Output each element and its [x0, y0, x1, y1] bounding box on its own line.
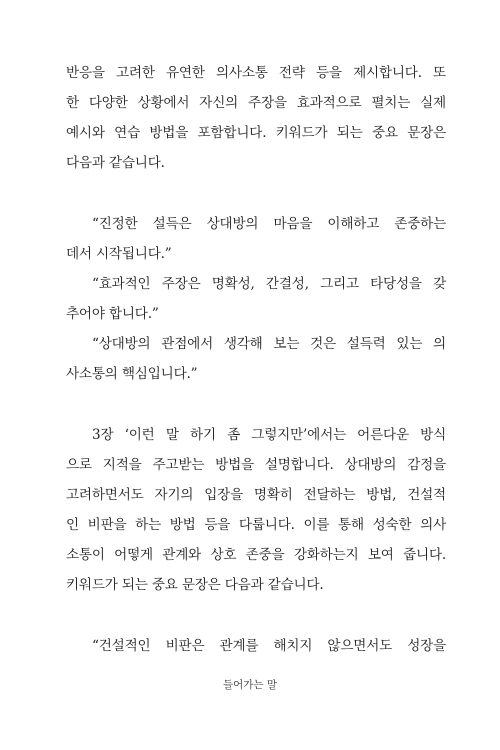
- running-footer: 들어가는 말: [222, 679, 278, 691]
- paragraph: [66, 58, 446, 178]
- text-line: 반응을 고려한 유연한 의사소통 전략 등을 제시합니다. 또: [66, 65, 446, 81]
- quote-block: [66, 209, 446, 389]
- body-text: [66, 58, 446, 661]
- quote-line: 추어야 합니다.”: [66, 306, 159, 322]
- quote-line: 데서 시작됩니다.”: [66, 246, 172, 262]
- quote-line: 사소통의 핵심입니다.”: [66, 366, 198, 382]
- paragraph: [66, 420, 446, 600]
- paragraph-gap: [66, 600, 446, 631]
- text-line: 예시와 연습 방법을 포함합니다. 키워드가 되는 중요 문장은: [66, 125, 446, 141]
- text-line: 다음과 같습니다.: [66, 155, 165, 171]
- text-line: 한 다양한 상황에서 자신의 주장을 효과적으로 펼치는 실제: [66, 95, 446, 111]
- text-line: 인 비판을 하는 방법 등을 다룹니다. 이를 통해 성숙한 의사: [66, 517, 446, 533]
- paragraph-gap: [66, 178, 446, 209]
- text-line: 고려하면서도 자기의 입장을 명확히 전달하는 방법, 건설적: [66, 487, 446, 503]
- text-line: 소통이 어떻게 관계와 상호 존중을 강화하는지 보여 줍니다.: [66, 547, 446, 563]
- quote-line: “건설적인 비판은 관계를 해치지 않으면서도 성장을: [92, 638, 446, 654]
- quote-line: “효과적인 주장은 명확성, 간결성, 그리고 타당성을 갖: [92, 276, 446, 292]
- quote-line: “상대방의 관점에서 생각해 보는 것은 설득력 있는 의: [92, 336, 446, 352]
- paragraph-gap: [66, 389, 446, 420]
- text-line: 3장 ‘이런 말 하기 좀 그렇지만’에서는 어른다운 방식: [92, 427, 446, 443]
- text-line: 으로 지적을 주고받는 방법을 설명합니다. 상대방의 감정을: [66, 457, 446, 473]
- quote-line: “진정한 설득은 상대방의 마음을 이해하고 존중하는: [92, 216, 446, 232]
- quote-block: [66, 631, 446, 661]
- text-line: 키워드가 되는 중요 문장은 다음과 같습니다.: [66, 577, 324, 593]
